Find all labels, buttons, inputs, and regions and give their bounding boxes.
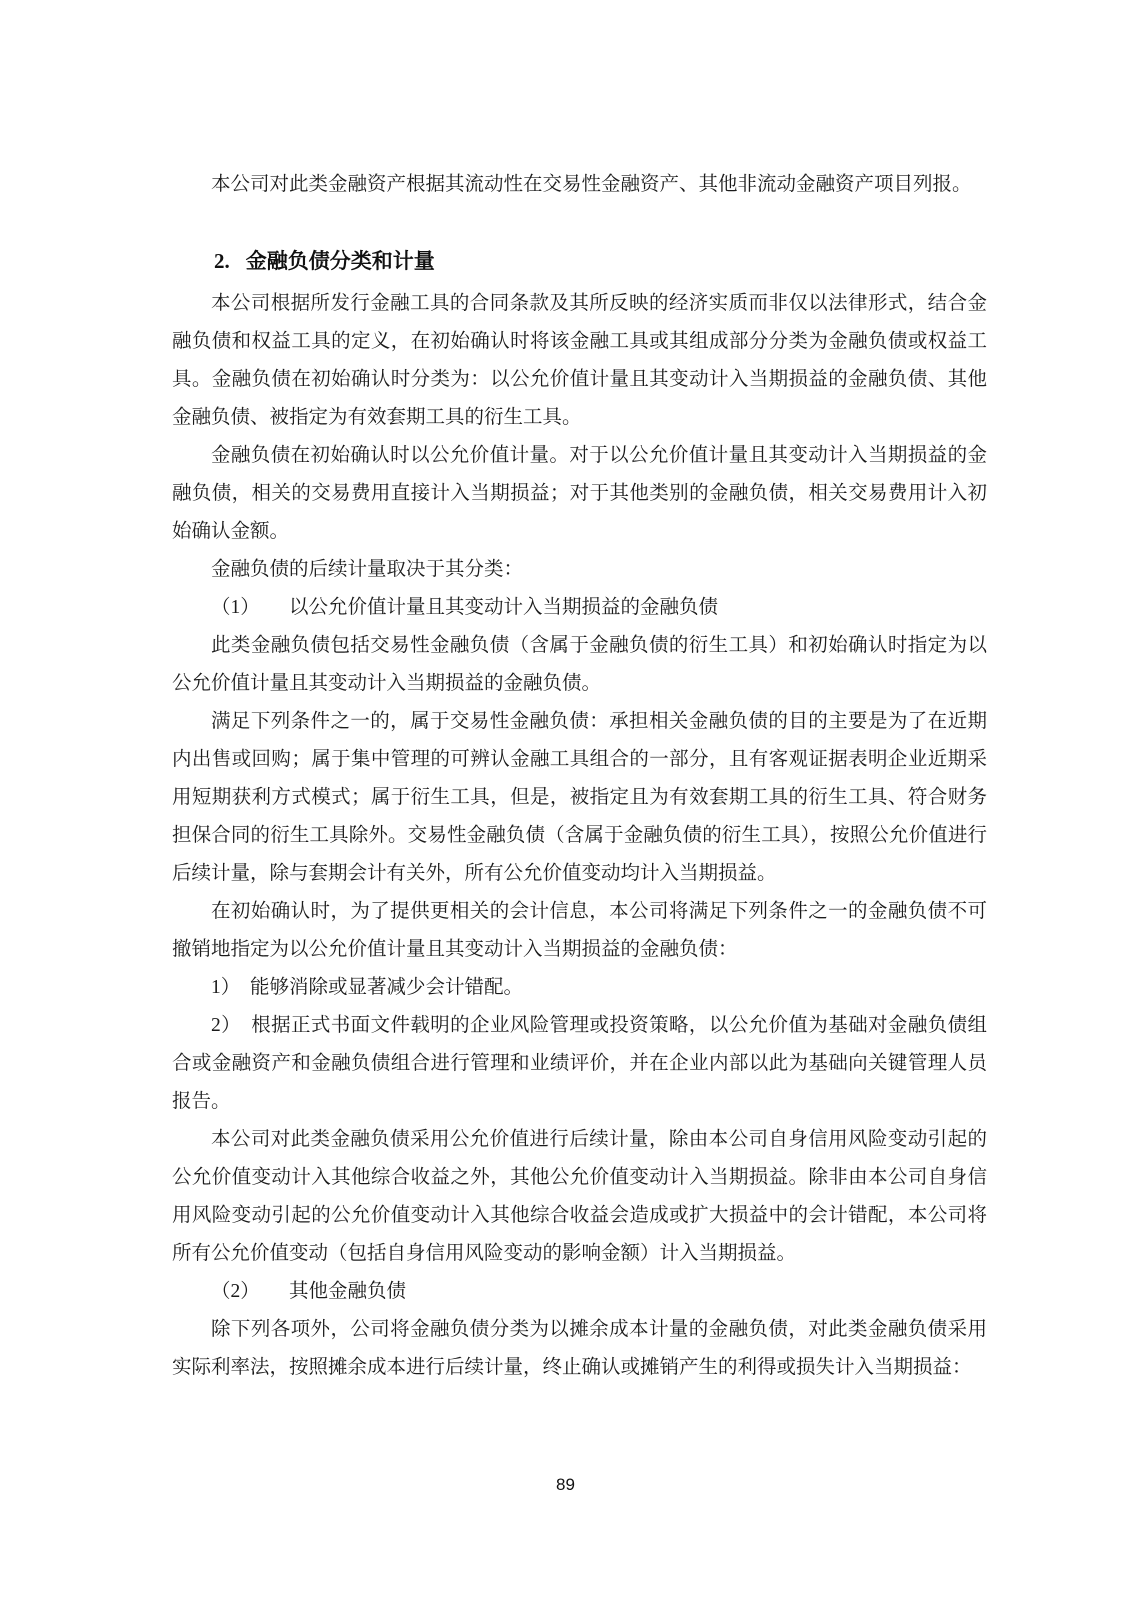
paragraph: 除下列各项外，公司将金融负债分类为以摊余成本计量的金融负债，对此类金融负债采用实际利率法，按照摊余成本进行后续计量，终止确认或摊销产生的利得或损失计入当期损益： <box>172 1319 987 1378</box>
list-item-heading: （2） 其他金融负债 <box>211 1281 407 1302</box>
paragraph: 本公司根据所发行金融工具的合同条款及其所反映的经济实质而非仅以法律形式，结合金融负债和权益工具的定义，在初始确认时将该金融工具或其组成部分分类为金融负债或权益工具。金融负债在初始确认时分类为：以公允价值计量且其变动计入当期损益的金融负债、其他金融负债、被指定为有效套期工具的衍生工具。 <box>172 293 987 428</box>
paragraph: 本公司对此类金融资产根据其流动性在交易性金融资产、其他非流动金融资产项目列报。 <box>211 174 972 195</box>
paragraph: 此类金融负债包括交易性金融负债（含属于金融负债的衍生工具）和初始确认时指定为以公允价值计量且其变动计入当期损益的金融负债。 <box>172 635 987 694</box>
section-heading <box>172 242 987 280</box>
section-number: 2. <box>214 249 230 273</box>
list-item: 1） 能够消除或显著减少会计错配。 <box>211 977 524 998</box>
list-item-heading: （1） 以公允价值计量且其变动计入当期损益的金融负债 <box>211 597 719 618</box>
paragraph: 金融负债在初始确认时以公允价值计量。对于以公允价值计量且其变动计入当期损益的金融负债，相关的交易费用直接计入当期损益；对于其他类别的金融负债，相关交易费用计入初始确认金额。 <box>172 445 987 542</box>
paragraph: 满足下列条件之一的，属于交易性金融负债：承担相关金融负债的目的主要是为了在近期内出售或回购；属于集中管理的可辨认金融工具组合的一部分，且有客观证据表明企业近期采用短期获利方式模式；属于衍生工具，但是，被指定且为有效套期工具的衍生工具、符合财务担保合同的衍生工具除外。交易性金融负债（含属于金融负债的衍生工具），按照公允价值进行后续计量，除与套期会计有关外，所有公允价值变动均计入当期损益。 <box>172 711 987 884</box>
paragraph: 金融负债的后续计量取决于其分类： <box>211 559 524 580</box>
page-content <box>172 166 987 1387</box>
paragraph: 本公司对此类金融负债采用公允价值进行后续计量，除由本公司自身信用风险变动引起的公允价值变动计入其他综合收益之外，其他公允价值变动计入当期损益。除非由本公司自身信用风险变动引起的公允价值变动计入其他综合收益会造成或扩大损益中的会计错配，本公司将所有公允价值变动（包括自身信用风险变动的影响金额）计入当期损益。 <box>172 1129 987 1264</box>
list-item: 2） 根据正式书面文件载明的企业风险管理或投资策略，以公允价值为基础对金融负债组合或金融资产和金融负债组合进行管理和业绩评价，并在企业内部以此为基础向关键管理人员报告。 <box>172 1015 987 1112</box>
page-number: 89 <box>556 1475 575 1494</box>
section-title: 金融负债分类和计量 <box>245 249 435 273</box>
paragraph: 在初始确认时，为了提供更相关的会计信息，本公司将满足下列条件之一的金融负债不可撤销地指定为以公允价值计量且其变动计入当期损益的金融负债： <box>172 901 987 960</box>
